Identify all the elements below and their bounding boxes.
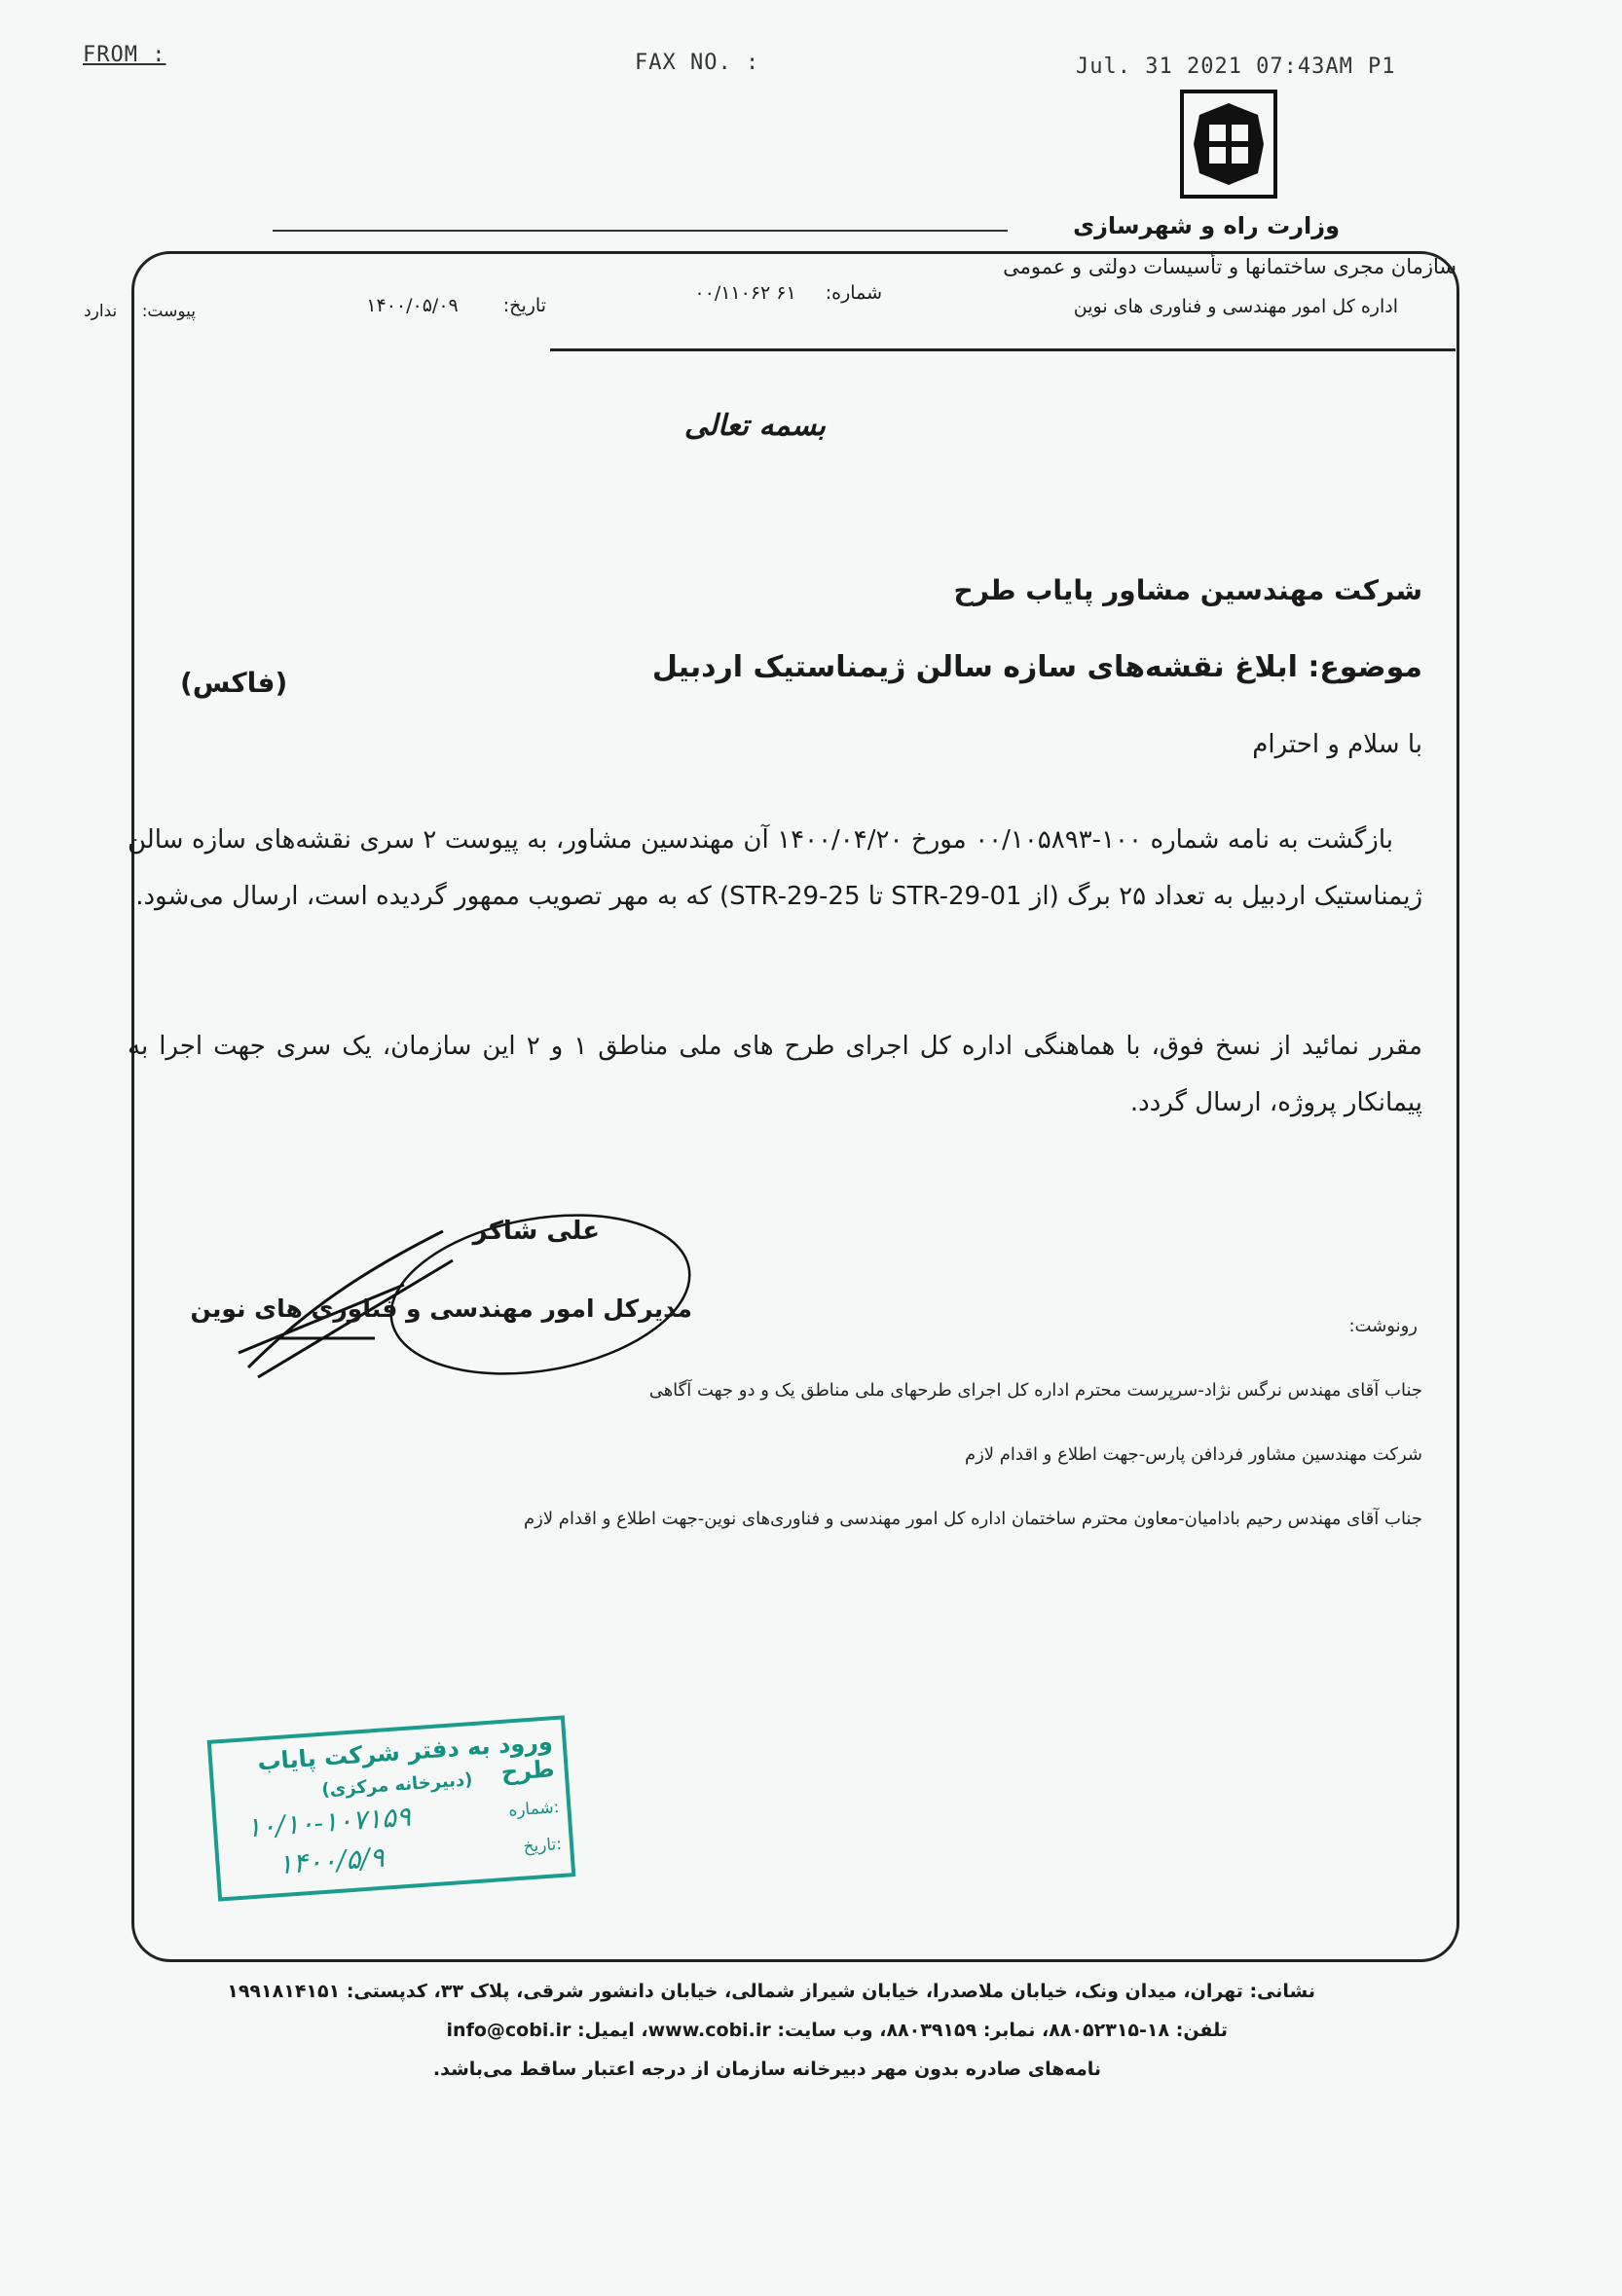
signatory-name: علی شاکر xyxy=(472,1217,600,1246)
stamp-title: ورود به دفتر شرکت پایاب طرح xyxy=(256,1728,556,1787)
ministry-name: وزارت راه و شهرسازی xyxy=(1073,212,1340,239)
date-value: ۱۴۰۰/۰۵/۰۹ xyxy=(366,295,459,316)
cc-line-1: جناب آقای مهندس نرگس نژاد-سرپرست محترم اداره کل اجرای طرحهای ملی مناطق یک و دو جهت آگاهی xyxy=(648,1380,1422,1401)
invocation: بسمه تعالی xyxy=(683,409,826,443)
fax-page: P1 xyxy=(1368,55,1396,79)
fax-from: FROM : xyxy=(83,43,166,67)
subject: موضوع: ابلاغ نقشه‌های سازه سالن ژیمناستیک اردبیل xyxy=(651,650,1422,684)
cc-label: رونوشت: xyxy=(1348,1316,1418,1336)
signatory-title: مدیرکل امور مهندسی و فناوری های نوین xyxy=(190,1294,692,1323)
organization-name: سازمان مجری ساختمانها و تأسیسات دولتی و عمومی xyxy=(1003,255,1456,278)
greeting: با سلام و احترام xyxy=(1252,730,1422,759)
attachment-value: ندارد xyxy=(84,302,118,321)
stamp-date-value: ۱۴۰۰/۵/۹ xyxy=(276,1840,386,1881)
fax-datetime: Jul. 31 2021 07:43AM xyxy=(1076,55,1353,79)
cc-line-3: جناب آقای مهندس رحیم بادامیان-معاون محترم ساختمان اداره کل امور مهندسی و فناوری‌های نوین-جهت اطلاع و اقدام لازم xyxy=(523,1509,1422,1529)
number-label: شماره: xyxy=(825,282,882,304)
meta-divider xyxy=(550,348,1456,351)
footer-notice: نامه‌های صادره بدون مهر دبیرخانه سازمان از درجه اعتبار ساقط می‌باشد. xyxy=(432,2059,1101,2080)
fax-number-label: FAX NO. : xyxy=(635,51,760,75)
stamp-number-label: شماره: xyxy=(507,1797,561,1821)
footer-address: نشانی: تهران، میدان ونک، خیابان ملاصدرا، خیابان شیراز شمالی، خیابان دانشور شرقی، پلاک ۳۳، کدپستی: ۱۹۹۱۸۱۴۱۵۱ xyxy=(227,1981,1315,2002)
letter-number xyxy=(694,282,882,304)
date-label: تاریخ: xyxy=(502,295,546,316)
attachment-label: پیوست: xyxy=(141,302,196,321)
stamp-date-label: تاریخ: xyxy=(522,1834,563,1857)
number-value: ۶۱ ۰۰/۱۱۰۶۲ xyxy=(694,282,796,304)
recipient: شرکت مهندسین مشاور پایاب طرح xyxy=(953,574,1422,606)
signature-scribble xyxy=(219,1192,706,1387)
body-paragraph-2: مقرر نمائید از نسخ فوق، با هماهنگی اداره کل اجرای طرح های ملی مناطق ۱ و ۲ این سازمان، یک سری جهت اجرا به پیمانکار پروژه، ارسال گردد. xyxy=(128,1032,1422,1117)
footer-contact: تلفن: ۱۸-۸۸۰۵۲۳۱۵، نمابر: ۸۸۰۳۹۱۵۹، وب سایت: www.cobi.ir، ایمیل: info@cobi.ir xyxy=(446,2020,1228,2041)
cc-line-2: شرکت مهندسین مشاور فردافن پارس-جهت اطلاع و اقدام لازم xyxy=(964,1444,1422,1465)
ministry-logo-icon xyxy=(1180,90,1277,199)
receipt-stamp xyxy=(207,1715,576,1901)
header-divider xyxy=(273,230,1008,232)
body-paragraph-1: بازگشت به نامه شماره ۱۰۰-۰۰/۱۰۵۸۹۳ مورخ ۱۴۰۰/۰۴/۲۰ آن مهندسین مشاور، به پیوست ۲ سری نقشه‌های سازه سالن ژیمناستیک اردبیل به تعداد ۲۵ برگ (از STR-29-01 تا STR-29-25) که به مهر تصویب ممهور گردیده است، ارسال می‌شود. xyxy=(128,825,1422,911)
stamp-number-value: ۱۰/۱۰-۱۰۷۱۵۹ xyxy=(244,1800,413,1844)
stamp-subtitle: (دبیرخانه مرکزی) xyxy=(320,1769,474,1801)
letter-attachment xyxy=(84,302,196,321)
fax-note: (فاکس) xyxy=(180,667,288,699)
letter-date xyxy=(366,295,546,316)
department-name: اداره کل امور مهندسی و فناوری های نوین xyxy=(1073,296,1398,317)
